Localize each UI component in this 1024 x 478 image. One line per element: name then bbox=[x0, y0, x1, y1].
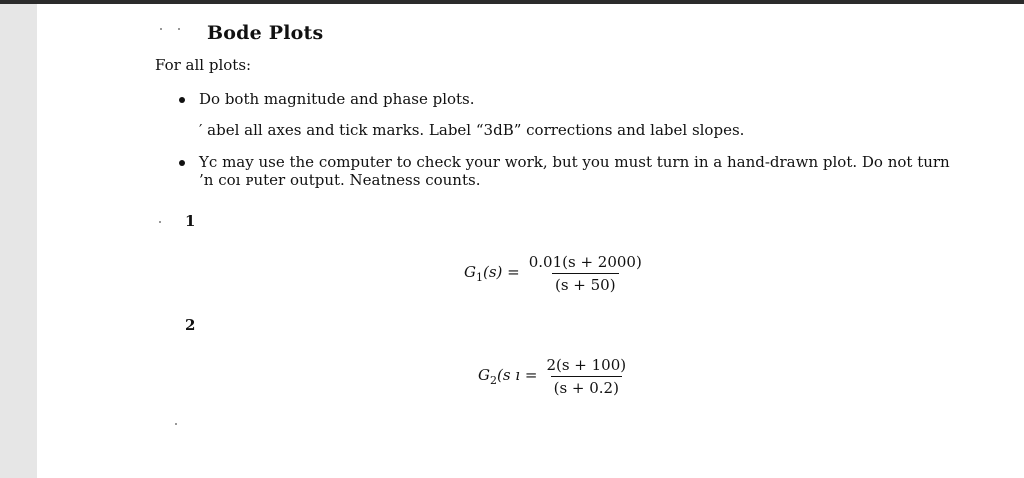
bullet-dot-icon bbox=[179, 160, 185, 166]
numerator: 2(s + 100) bbox=[546, 356, 627, 374]
scan-speck bbox=[178, 28, 180, 30]
function-argument: (s) = bbox=[482, 263, 520, 281]
bullet-text-line-2: ’n coı ᴘuter output. Neatness counts. bbox=[199, 171, 481, 189]
denominator: (s + 0.2) bbox=[551, 376, 622, 397]
problem-number: 1 bbox=[185, 212, 196, 230]
equation-lhs bbox=[478, 366, 537, 387]
scan-speck bbox=[160, 28, 162, 30]
fraction bbox=[543, 356, 629, 397]
bullet-text: Do both magnitude and phase plots. bbox=[199, 90, 475, 108]
problem-number: 2 bbox=[185, 316, 196, 334]
equation-lhs bbox=[464, 263, 520, 284]
bullet-text-line-1: Yс may use the computer to check your work, but you must turn in a hand-drawn plot. Do not turn bbox=[199, 153, 950, 171]
intro-text: For all plots: bbox=[155, 56, 252, 74]
numerator: 0.01(s + 2000) bbox=[528, 253, 642, 271]
document-page bbox=[37, 4, 1024, 478]
fraction bbox=[526, 253, 645, 294]
scan-speck bbox=[159, 221, 161, 223]
bullet-dot-icon bbox=[179, 97, 185, 103]
left-margin-bar bbox=[0, 4, 37, 478]
function-argument: (s ı = bbox=[496, 366, 538, 384]
bullet-text: ′ abel all axes and tick marks. Label “3dB” corrections and label slopes. bbox=[199, 121, 745, 139]
transfer-function-equation bbox=[464, 253, 645, 294]
denominator: (s + 50) bbox=[552, 273, 619, 294]
bullet-text bbox=[199, 153, 950, 189]
function-subscript: 1 bbox=[475, 271, 483, 284]
transfer-function-equation bbox=[478, 356, 629, 397]
function-name: G bbox=[478, 366, 490, 384]
function-name: G bbox=[464, 263, 476, 281]
page-title: Bode Plots bbox=[207, 22, 324, 44]
scan-speck bbox=[175, 423, 177, 425]
function-subscript: 2 bbox=[489, 374, 497, 387]
